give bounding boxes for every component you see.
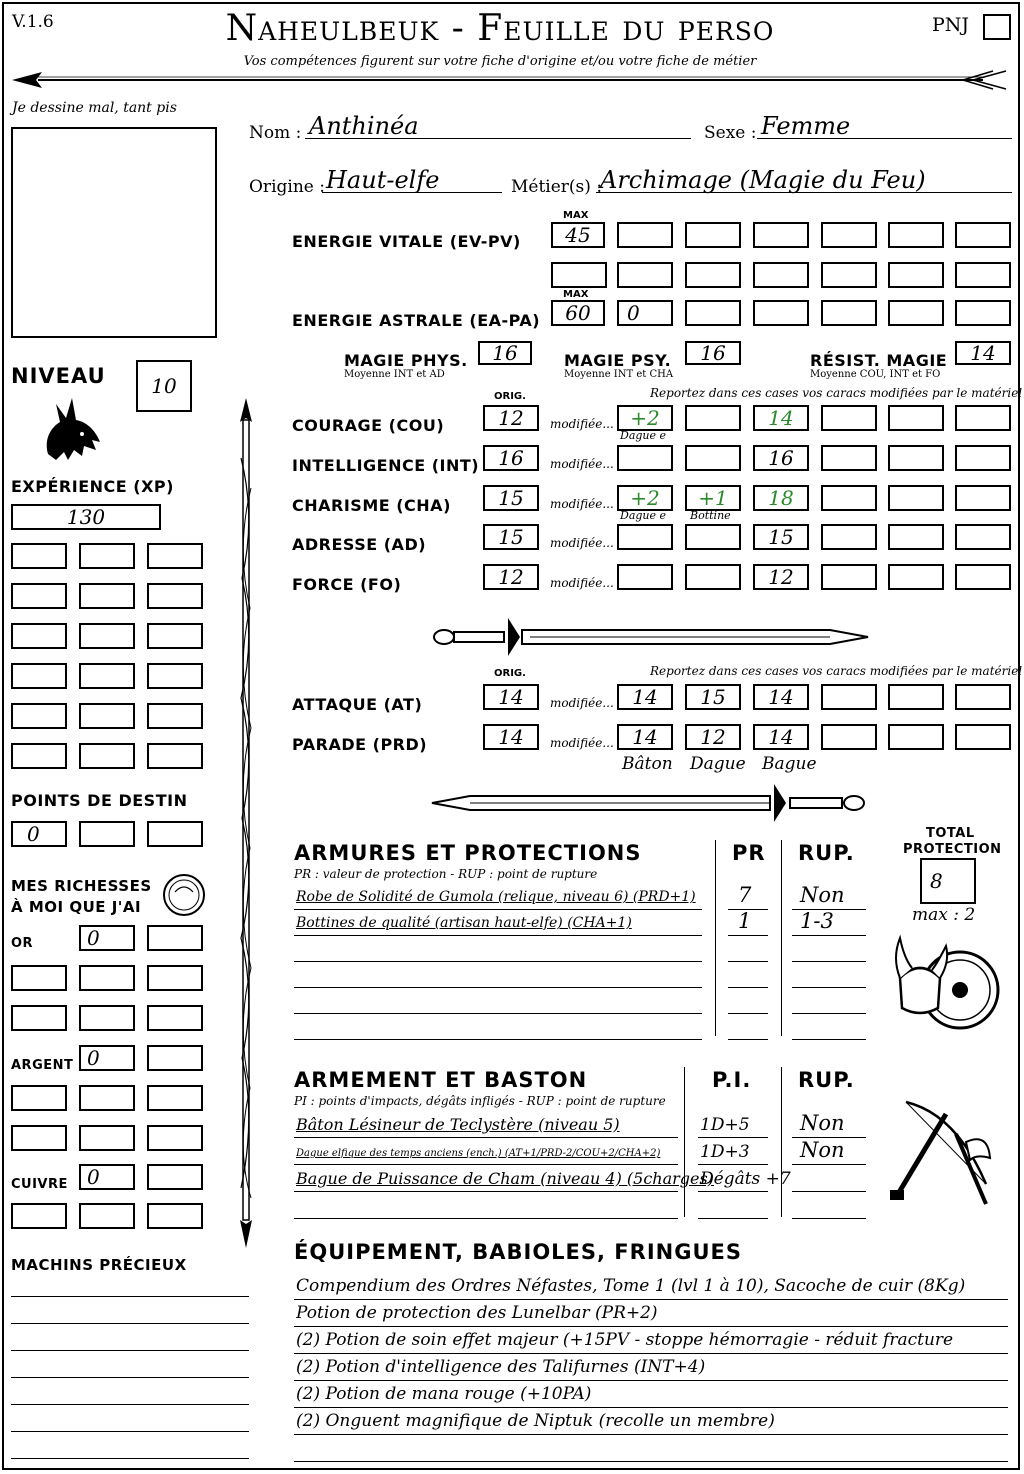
nom-value: Anthinéa — [309, 112, 419, 140]
precious-line[interactable] — [11, 1431, 249, 1432]
combat-extra-box[interactable] — [888, 724, 944, 750]
argent-grid-box-2-1[interactable] — [11, 1125, 67, 1151]
ea-box-3[interactable] — [821, 300, 877, 326]
armor-pr-line — [728, 1039, 768, 1040]
stat-extra-box[interactable] — [955, 485, 1011, 511]
weapon-name: Bâton Lésineur de Teclystère (niveau 5) — [296, 1115, 620, 1134]
armor-pr-header: PR — [732, 841, 766, 865]
richesses-label-1: MES RICHESSES — [11, 877, 152, 895]
combat-mod-box[interactable]: 12 — [685, 724, 741, 750]
weapons-rup-header: RUP. — [798, 1068, 855, 1092]
metier-label: Métier(s) : — [511, 177, 603, 197]
precious-line[interactable] — [11, 1350, 249, 1351]
armor-rup-line — [792, 1039, 866, 1040]
stat-mod-note-1: Dague e — [620, 509, 667, 522]
stat-extra-box[interactable] — [888, 524, 944, 550]
stat-mod-box-1[interactable] — [617, 445, 673, 471]
weapon-row-line — [294, 1137, 678, 1138]
metier-value: Archimage (Magie du Feu) — [600, 166, 926, 194]
portrait-caption: Je dessine mal, tant pis — [12, 100, 177, 116]
ea-box-4[interactable] — [888, 300, 944, 326]
armor-row-line — [294, 1039, 702, 1040]
argent-grid-box-2-2[interactable] — [79, 1125, 135, 1151]
xp-box-1-3[interactable] — [147, 543, 203, 569]
ev-box-row2-7[interactable] — [955, 262, 1011, 288]
magie-psy-note: Moyenne INT et CHA — [564, 369, 674, 380]
total-protection-label-1: TOTAL — [926, 826, 975, 841]
equipment-line[interactable] — [294, 1299, 1008, 1300]
ev-max-box[interactable]: 45 — [551, 222, 605, 248]
armor-pr: 7 — [738, 883, 752, 907]
weapons-pi-header: P.I. — [712, 1068, 752, 1092]
xp-box-1-1[interactable] — [11, 543, 67, 569]
ev-box-row2-5[interactable] — [821, 262, 877, 288]
stat-orig-box[interactable]: 16 — [483, 445, 539, 471]
page-title: Naheulbeuk - Feuille du perso — [225, 8, 775, 49]
or-grid-box-2-3[interactable] — [147, 1005, 203, 1031]
resist-magie-note: Moyenne COU, INT et FO — [810, 369, 941, 380]
combat-mod-box[interactable]: 14 — [753, 684, 809, 710]
or-label: OR — [11, 936, 34, 951]
weapon-row[interactable] — [294, 1196, 866, 1218]
ev-box-1[interactable] — [617, 222, 673, 248]
equipment-line[interactable] — [294, 1353, 1008, 1354]
stat-orig-box[interactable]: 15 — [483, 524, 539, 550]
total-protection-box[interactable]: 8 — [920, 858, 976, 904]
xp-box-1-2[interactable] — [79, 543, 135, 569]
weapon-pi-line — [698, 1218, 768, 1219]
stat-extra-box[interactable] — [955, 564, 1011, 590]
armor-pr-line — [728, 935, 768, 936]
orig-header-1: ORIG. — [494, 391, 526, 402]
dragon-icon — [38, 392, 108, 464]
xp-box-2-2[interactable] — [79, 583, 135, 609]
argent-grid-box-1-2[interactable] — [79, 1085, 135, 1111]
ea-box-1[interactable] — [685, 300, 741, 326]
argent-grid-box-1-1[interactable] — [11, 1085, 67, 1111]
weapon-row-line — [294, 1191, 678, 1192]
sword-icon — [430, 778, 870, 828]
equipment-item: (2) Potion de soin effet majeur (+15PV - stoppe hémorragie - réduit fracture — [296, 1330, 954, 1350]
combat-weapon-2: Dague — [690, 754, 746, 774]
equipment-item: Potion de protection des Lunelbar (PR+2) — [296, 1303, 658, 1323]
ev-box-4[interactable] — [821, 222, 877, 248]
or-grid-box-2-1[interactable] — [11, 1005, 67, 1031]
cuivre-box-3[interactable] — [11, 1203, 67, 1229]
magie-psy-box[interactable]: 16 — [685, 341, 741, 365]
combat-extra-box[interactable] — [955, 684, 1011, 710]
armor-row-line — [294, 935, 702, 936]
weapon-pi: 1D+3 — [700, 1142, 750, 1162]
weapon-name: Bague de Puissance de Cham (niveau 4) (5charges) — [296, 1169, 714, 1188]
ea-box-5[interactable] — [955, 300, 1011, 326]
xp-box-6-1[interactable] — [11, 743, 67, 769]
combat-mod-box[interactable]: 14 — [617, 724, 673, 750]
combat-extra-box[interactable] — [821, 684, 877, 710]
armor-pr-line — [728, 1013, 768, 1014]
ev-box-row2-3[interactable] — [685, 262, 741, 288]
destin-box-2[interactable] — [79, 821, 135, 847]
ev-box-row2-4[interactable] — [753, 262, 809, 288]
combat-modifie-label: modifiée... — [550, 736, 614, 750]
xp-box-4-3[interactable] — [147, 663, 203, 689]
armor-pr-line — [728, 961, 768, 962]
stat-result-box[interactable]: 15 — [753, 524, 809, 550]
magie-phys-note: Moyenne INT et AD — [344, 369, 445, 380]
xp-box[interactable]: 130 — [11, 504, 161, 530]
stat-mod-box-2[interactable] — [685, 524, 741, 550]
stat-extra-box[interactable] — [888, 405, 944, 431]
combat-mod-box[interactable]: 15 — [685, 684, 741, 710]
combat-extra-box[interactable] — [888, 684, 944, 710]
weapon-row-line — [294, 1218, 678, 1219]
ev-label: ENERGIE VITALE (EV-PV) — [292, 232, 521, 251]
stat-extra-box[interactable] — [888, 564, 944, 590]
combat-label: PARADE (PRD) — [292, 735, 428, 754]
stat-orig-box[interactable]: 12 — [483, 405, 539, 431]
combat-orig-box[interactable]: 14 — [483, 684, 539, 710]
machins-precieux-label: MACHINS PRÉCIEUX — [11, 1256, 187, 1274]
weapon-pi-line — [698, 1191, 768, 1192]
ev-box-2[interactable] — [685, 222, 741, 248]
ev-box-row2-2[interactable] — [617, 262, 673, 288]
precious-line[interactable] — [11, 1458, 249, 1459]
xp-box-4-2[interactable] — [79, 663, 135, 689]
armor-title: ARMURES ET PROTECTIONS — [294, 841, 642, 865]
stat-label: CHARISME (CHA) — [292, 496, 451, 515]
stat-extra-box[interactable] — [955, 524, 1011, 550]
ev-box-row2-6[interactable] — [888, 262, 944, 288]
armor-row-line — [294, 909, 702, 910]
sexe-label: Sexe : — [704, 123, 757, 143]
ea-max-label: MAX — [563, 289, 589, 300]
sexe-field[interactable] — [757, 112, 1012, 139]
equipment-item: Compendium des Ordres Néfastes, Tome 1 (lvl 1 à 10), Sacoche de cuir (8Kg) — [296, 1276, 966, 1296]
cuivre-label: CUIVRE — [11, 1177, 68, 1192]
magie-phys-box[interactable]: 16 — [478, 341, 532, 365]
precious-line[interactable] — [11, 1404, 249, 1405]
sexe-value: Femme — [761, 112, 851, 140]
destin-label: POINTS DE DESTIN — [11, 791, 188, 810]
destin-box-1[interactable]: 0 — [11, 821, 67, 847]
total-protection-max: max : 2 — [912, 905, 976, 925]
stat-extra-box[interactable] — [821, 564, 877, 590]
weapon-name: Dague elfique des temps anciens (ench.) (AT+1/PRD-2/COU+2/CHA+2) — [296, 1148, 661, 1159]
weapon-pi: Dégâts +7 — [700, 1169, 791, 1189]
armor-rup-header: RUP. — [798, 841, 855, 865]
stat-result-box[interactable]: 14 — [753, 405, 809, 431]
coin-icon — [161, 872, 207, 918]
cuivre-box[interactable]: 0 — [79, 1164, 135, 1190]
weapon-pi: 1D+5 — [700, 1115, 750, 1135]
resist-magie-label: RÉSIST. MAGIE — [810, 351, 948, 370]
weapon-row-line — [294, 1164, 678, 1165]
armor-row[interactable] — [294, 991, 866, 1013]
nom-label: Nom : — [249, 123, 302, 143]
ev-box-5[interactable] — [888, 222, 944, 248]
precious-line[interactable] — [11, 1323, 249, 1324]
combat-weapon-1: Bâton — [622, 754, 673, 774]
armor-rup-line — [792, 961, 866, 962]
stat-extra-box[interactable] — [821, 445, 877, 471]
armor-pr-line — [728, 987, 768, 988]
richesses-label-2: À MOI QUE J'AI — [11, 898, 142, 916]
ea-max-box[interactable]: 60 — [551, 300, 605, 326]
stat-modifie-label: modifiée... — [550, 576, 614, 590]
metier-field[interactable] — [596, 166, 1012, 193]
sword-icon — [430, 612, 870, 662]
stat-modifie-label: modifiée... — [550, 417, 614, 431]
argent-box-2[interactable] — [147, 1045, 203, 1071]
armor-row-line — [294, 987, 702, 988]
equipment-item: (2) Onguent magnifique de Niptuk (recolle un membre) — [296, 1411, 775, 1431]
equipment-line[interactable] — [294, 1434, 1008, 1435]
xp-box-5-3[interactable] — [147, 703, 203, 729]
armor-pr: 1 — [738, 909, 752, 933]
combat-modifie-label: modifiée... — [550, 696, 614, 710]
stat-mod-note-2: Bottine — [690, 509, 731, 522]
or-box[interactable]: 0 — [79, 925, 135, 951]
subtitle: Vos compétences figurent sur votre fiche d'origine et/ou votre fiche de métier — [243, 54, 757, 69]
niveau-box[interactable]: 10 — [136, 360, 192, 412]
precious-line[interactable] — [11, 1377, 249, 1378]
armor-note: PR : valeur de protection - RUP : point de rupture — [294, 867, 598, 881]
niveau-label: NIVEAU — [11, 364, 106, 388]
or-grid-box-2-2[interactable] — [79, 1005, 135, 1031]
armor-rup-line — [792, 935, 866, 936]
pnj-checkbox[interactable] — [983, 14, 1011, 40]
total-protection-label-2: PROTECTION — [903, 842, 1002, 857]
xp-label: EXPÉRIENCE (XP) — [11, 477, 174, 496]
ea-box-2[interactable] — [753, 300, 809, 326]
helmet-shield-icon — [890, 928, 1000, 1038]
ev-max-label: MAX — [563, 210, 589, 221]
pnj-label: PNJ — [932, 14, 970, 36]
cuivre-box-2[interactable] — [147, 1164, 203, 1190]
magie-phys-label: MAGIE PHYS. — [344, 351, 468, 370]
ev-box-3[interactable] — [753, 222, 809, 248]
weapon-pi-line — [698, 1164, 768, 1165]
equipment-line[interactable] — [294, 1461, 1008, 1462]
combat-extra-box[interactable] — [821, 724, 877, 750]
armor-row-line — [294, 1013, 702, 1014]
armor-row[interactable] — [294, 939, 866, 961]
weapon-rup-line — [792, 1164, 866, 1165]
stat-extra-box[interactable] — [955, 445, 1011, 471]
armor-row[interactable] — [294, 965, 866, 987]
equipment-item: (2) Potion d'intelligence des Talifurnes (INT+4) — [296, 1357, 706, 1377]
or-grid-box-1-3[interactable] — [147, 965, 203, 991]
stat-mod-note-1: Dague e — [620, 429, 667, 442]
stat-mod-box-1[interactable]: +2 — [617, 485, 673, 511]
resist-magie-box[interactable]: 14 — [955, 341, 1011, 365]
equipment-line[interactable] — [294, 1380, 1008, 1381]
xp-box-2-1[interactable] — [11, 583, 67, 609]
origine-field[interactable] — [322, 166, 502, 193]
stat-mod-box-2[interactable] — [685, 405, 741, 431]
weapon-pi-line — [698, 1137, 768, 1138]
stat-extra-box[interactable] — [821, 485, 877, 511]
equipment-line[interactable] — [294, 1326, 1008, 1327]
stat-label: INTELLIGENCE (INT) — [292, 456, 480, 475]
origine-label: Origine : — [249, 177, 325, 197]
armor-rup: Non — [800, 883, 845, 907]
stat-extra-box[interactable] — [821, 524, 877, 550]
armor-name: Bottines de qualité (artisan haut-elfe) (CHA+1) — [296, 915, 632, 931]
weapons-title: ARMEMENT ET BASTON — [294, 1068, 588, 1092]
stat-result-box[interactable]: 16 — [753, 445, 809, 471]
stat-result-box[interactable]: 18 — [753, 485, 809, 511]
stat-modifie-label: modifiée... — [550, 536, 614, 550]
stat-label: ADRESSE (AD) — [292, 535, 427, 554]
xp-box-3-3[interactable] — [147, 623, 203, 649]
armor-row[interactable] — [294, 1017, 866, 1039]
stat-modifie-label: modifiée... — [550, 457, 614, 471]
weapons-icon — [886, 1094, 1006, 1212]
ev-box-6[interactable] — [955, 222, 1011, 248]
combat-orig-box[interactable]: 14 — [483, 724, 539, 750]
stat-result-box[interactable]: 12 — [753, 564, 809, 590]
ea-box-2[interactable]: 0 — [617, 300, 673, 326]
stat-label: FORCE (FO) — [292, 575, 402, 594]
combat-mod-box[interactable]: 14 — [617, 684, 673, 710]
stat-mod-box-1[interactable] — [617, 524, 673, 550]
combat-weapon-3: Bague — [762, 754, 817, 774]
xp-box-3-1[interactable] — [11, 623, 67, 649]
staff-icon — [228, 398, 264, 1248]
argent-grid-box-1-3[interactable] — [147, 1085, 203, 1111]
xp-box-4-1[interactable] — [11, 663, 67, 689]
xp-box-6-2[interactable] — [79, 743, 135, 769]
weapon-rup-line — [792, 1191, 866, 1192]
report-note-2: Reportez dans ces cases vos caracs modifiées par le matériel — [650, 664, 1023, 678]
stat-orig-box[interactable]: 15 — [483, 485, 539, 511]
cuivre-box-4[interactable] — [79, 1203, 135, 1229]
weapon-rup-line — [792, 1218, 866, 1219]
equipment-line[interactable] — [294, 1407, 1008, 1408]
xp-box-3-2[interactable] — [79, 623, 135, 649]
cuivre-box-5[interactable] — [147, 1203, 203, 1229]
equipment-title: ÉQUIPEMENT, BABIOLES, FRINGUES — [294, 1240, 742, 1264]
equipment-item: (2) Potion de mana rouge (+10PA) — [296, 1384, 592, 1404]
armor-name: Robe de Solidité de Gumola (relique, niveau 6) (PRD+1) — [296, 889, 696, 905]
magie-psy-label: MAGIE PSY. — [564, 351, 672, 370]
stat-mod-box-2[interactable] — [685, 564, 741, 590]
orig-header-2: ORIG. — [494, 668, 526, 679]
armor-rup: 1-3 — [800, 909, 834, 933]
stat-extra-box[interactable] — [955, 405, 1011, 431]
report-note-1: Reportez dans ces cases vos caracs modifiées par le matériel — [650, 386, 1023, 400]
nom-field[interactable] — [305, 112, 691, 139]
combat-extra-box[interactable] — [955, 724, 1011, 750]
stat-orig-box[interactable]: 12 — [483, 564, 539, 590]
combat-mod-box[interactable]: 14 — [753, 724, 809, 750]
argent-grid-box-2-3[interactable] — [147, 1125, 203, 1151]
stat-extra-box[interactable] — [821, 405, 877, 431]
weapons-note: PI : points d'impacts, dégâts infligés - RUP : point de rupture — [294, 1094, 666, 1108]
argent-box[interactable]: 0 — [79, 1045, 135, 1071]
precious-line[interactable] — [11, 1296, 249, 1297]
ev-box-row2-1[interactable] — [551, 262, 607, 288]
version-label: V.1.6 — [12, 12, 54, 32]
xp-box-6-3[interactable] — [147, 743, 203, 769]
stat-mod-box-2[interactable]: +1 — [685, 485, 741, 511]
stat-modifie-label: modifiée... — [550, 497, 614, 511]
combat-label: ATTAQUE (AT) — [292, 695, 423, 714]
weapon-rup: Non — [800, 1111, 845, 1135]
arrow-divider-icon — [8, 68, 1016, 92]
portrait-box[interactable] — [11, 127, 217, 338]
stat-mod-box-1[interactable] — [617, 564, 673, 590]
stat-mod-box-1[interactable]: +2 — [617, 405, 673, 431]
stat-extra-box[interactable] — [888, 445, 944, 471]
armor-rup-line — [792, 987, 866, 988]
or-grid-box-1-2[interactable] — [79, 965, 135, 991]
stat-mod-box-2[interactable] — [685, 445, 741, 471]
armor-rup-line — [792, 1013, 866, 1014]
origine-value: Haut-elfe — [326, 166, 440, 194]
or-box-2[interactable] — [147, 925, 203, 951]
weapon-rup: Non — [800, 1138, 845, 1162]
armor-row-line — [294, 961, 702, 962]
or-grid-box-1-1[interactable] — [11, 965, 67, 991]
ea-label: ENERGIE ASTRALE (EA-PA) — [292, 311, 541, 330]
destin-box-3[interactable] — [147, 821, 203, 847]
xp-box-5-2[interactable] — [79, 703, 135, 729]
xp-box-5-1[interactable] — [11, 703, 67, 729]
stat-label: COURAGE (COU) — [292, 416, 445, 435]
stat-extra-box[interactable] — [888, 485, 944, 511]
xp-box-2-3[interactable] — [147, 583, 203, 609]
argent-label: ARGENT — [11, 1058, 74, 1073]
